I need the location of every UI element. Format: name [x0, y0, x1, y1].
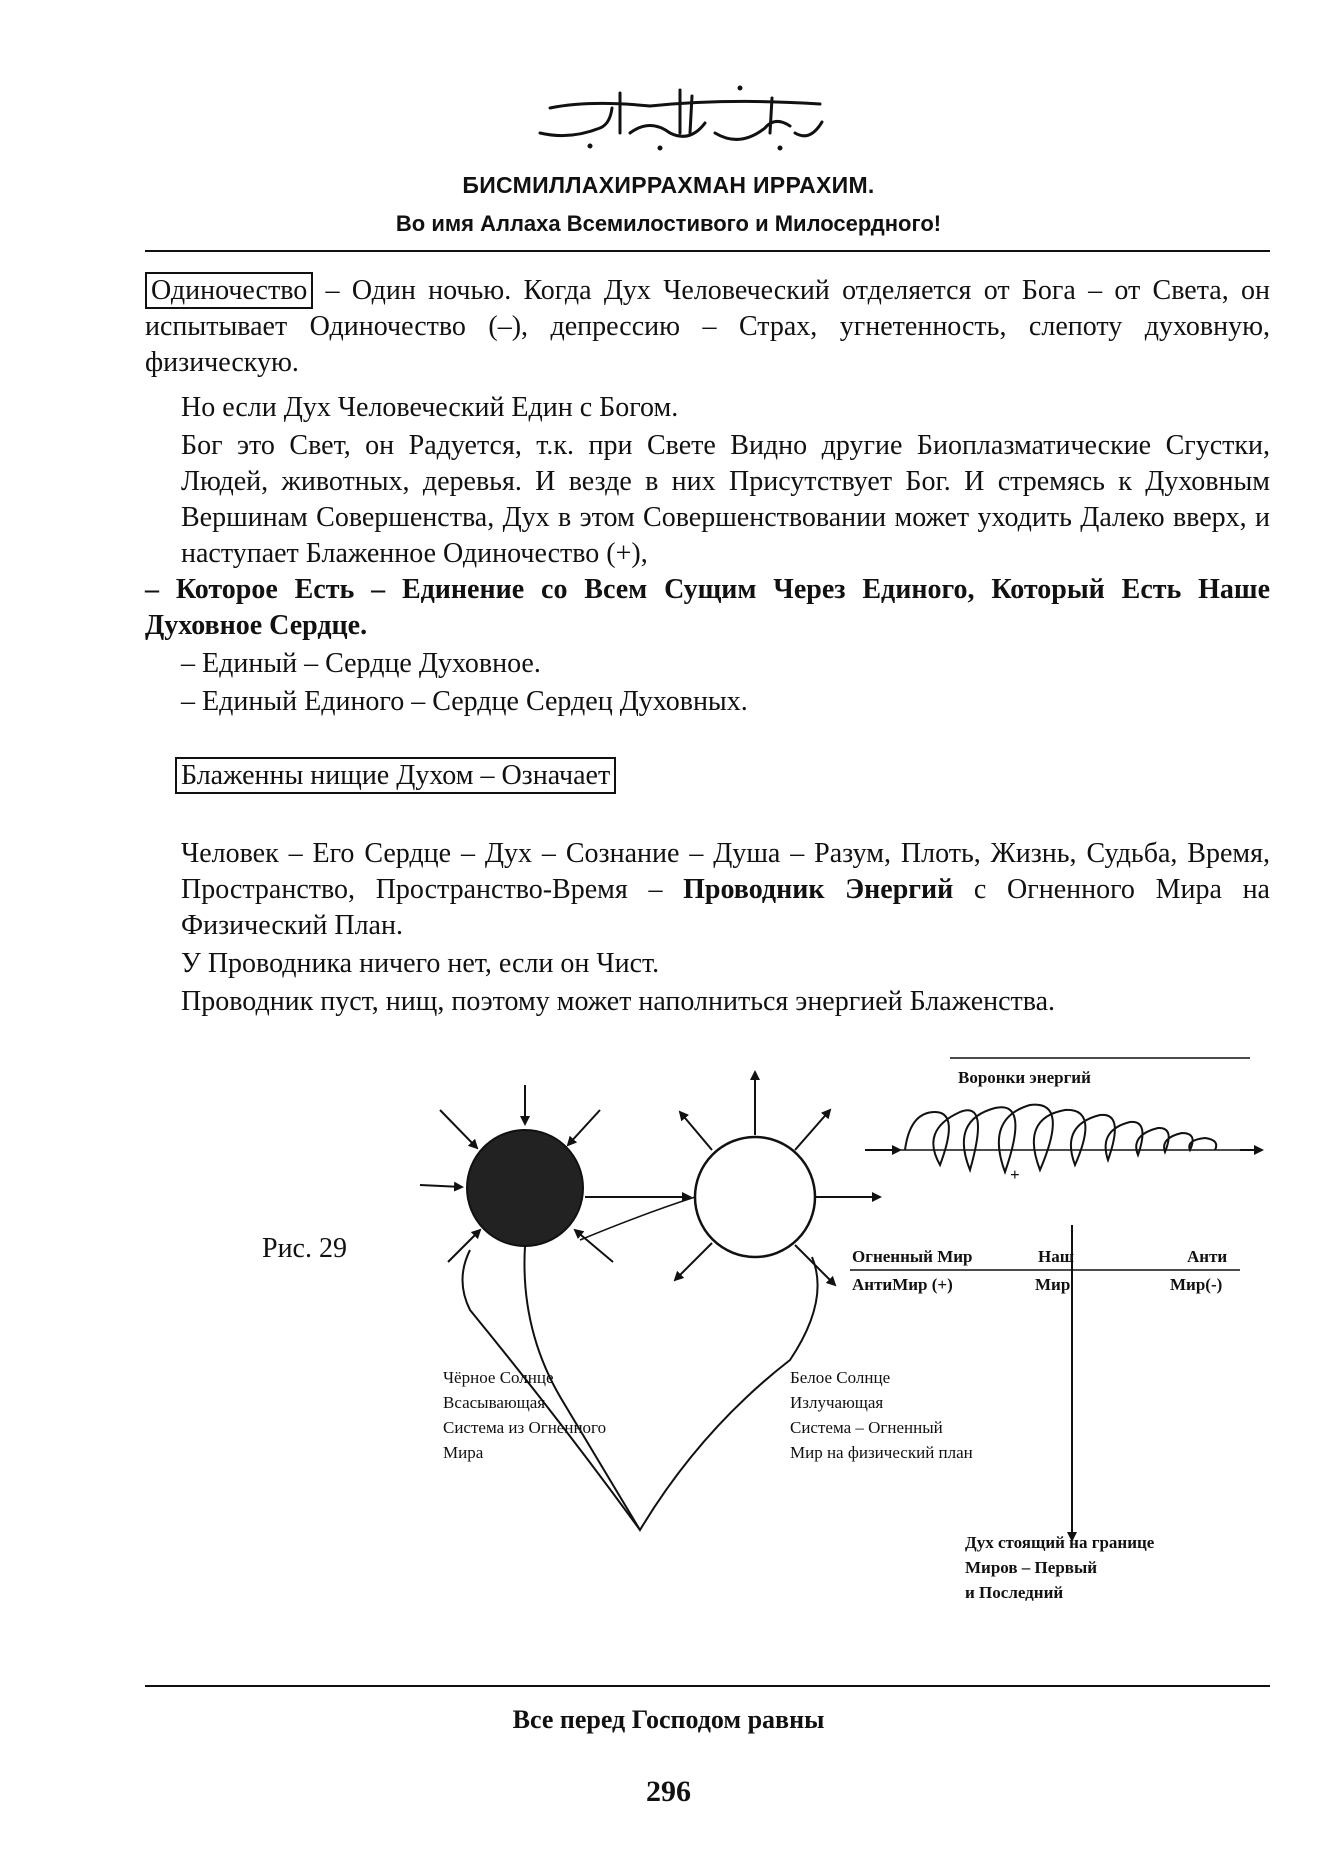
paragraph-human-text: Человек – Его Сердце – Дух – Сознание – Душа – Разум, Плоть, Жизнь, Судьба, Время, Пространство, Пространство-Время –	[181, 838, 1270, 905]
bismillah-translation: Во имя Аллаха Всемилостивого и Милосердного!	[395, 211, 942, 236]
black-sun	[467, 1130, 583, 1246]
white-sun-label-1: Белое Солнце	[790, 1368, 891, 1387]
energy-funnel-coil	[905, 1105, 1216, 1172]
paragraph-heart-of-hearts: – Единый Единого – Сердце Сердец Духовных.	[181, 686, 748, 717]
footer-divider	[145, 1685, 1270, 1687]
paragraph-united: Но если Дух Человеческий Един с Богом.	[181, 392, 679, 423]
world-fiery-line1: Огненный Мир	[852, 1247, 973, 1266]
paragraph-conductor-pure: У Проводника ничего нет, если он Чист.	[181, 948, 660, 979]
spirit-label-3: и Последний	[965, 1583, 1064, 1602]
world-our-line1: Наш	[1038, 1247, 1075, 1266]
black-sun-label-4: Мира	[443, 1443, 484, 1462]
paragraph-god-light: Бог это Свет, он Радуется, т.к. при Свете Видно другие Биоплазматические Сгустки, Людей, животных, деревья. И везде в них Присутствует Бог. И стремясь к Духовным Вершинам Совершенства, Дух в этом Совершенствовании может уходить Далеко вверх, и наступает Блаженное Одиночество (+),	[181, 430, 1270, 569]
funnels-label: Воронки энергий	[958, 1068, 1091, 1087]
paragraph-loneliness-text: – Один ночью. Когда Дух Человеческий отделяется от Бога – от Света, он испытывает Одиночество (–), депрессию – Страх, угнетенность, слепоту духовную, физическую.	[145, 275, 1270, 378]
paragraph-human-tail: с Огненного Мира на Физический План.	[181, 874, 1270, 941]
return-curve	[580, 1197, 695, 1240]
boxed-heading-text: Блаженны нищие Духом – Означает	[175, 757, 616, 794]
black-sun-label-3: Система из Огненного	[443, 1418, 607, 1437]
paragraph-conductor-empty: Проводник пуст, нищ, поэтому может наполниться энергией Блаженства.	[181, 986, 1056, 1017]
figure-caption: Рис. 29	[262, 1233, 347, 1264]
black-sun-label-2: Всасывающая	[443, 1393, 546, 1412]
white-sun	[695, 1137, 815, 1257]
spirit-label-2: Миров – Первый	[965, 1558, 1098, 1577]
white-sun-label-3: Система – Огненный	[790, 1418, 943, 1437]
world-our-line2: Мир	[1035, 1275, 1071, 1294]
spirit-label-1: Дух стоящий на границе	[965, 1533, 1155, 1552]
plus-sign: +	[1010, 1165, 1020, 1184]
world-fiery-line2: АнтиМир (+)	[852, 1275, 953, 1294]
paragraph-unity-bold: – Которое Есть – Единение со Всем Сущим Через Единого, Который Есть Наше Духовное Сердце.	[145, 574, 1270, 641]
term-loneliness: Одиночество	[145, 272, 313, 309]
paragraph-united-heart: – Единый – Сердце Духовное.	[181, 648, 541, 679]
page-number: 296	[646, 1775, 691, 1808]
world-anti-line2: Мир(-)	[1170, 1275, 1223, 1294]
spirit-loop-left	[463, 1250, 641, 1530]
spirit-loop	[524, 1246, 817, 1530]
world-anti-line1: Анти	[1187, 1247, 1228, 1266]
black-sun-label-1: Чёрное Солнце	[443, 1368, 554, 1387]
paragraph-human-bold: Проводник Энергий	[683, 874, 954, 905]
white-sun-label-4: Мир на физический план	[790, 1443, 973, 1462]
white-sun-label-2: Излучающая	[790, 1393, 884, 1412]
footer-text: Все перед Господом равны	[512, 1705, 825, 1734]
bismillah-title: БИСМИЛЛАХИРРАХМАН ИРРАХИМ.	[462, 172, 875, 198]
